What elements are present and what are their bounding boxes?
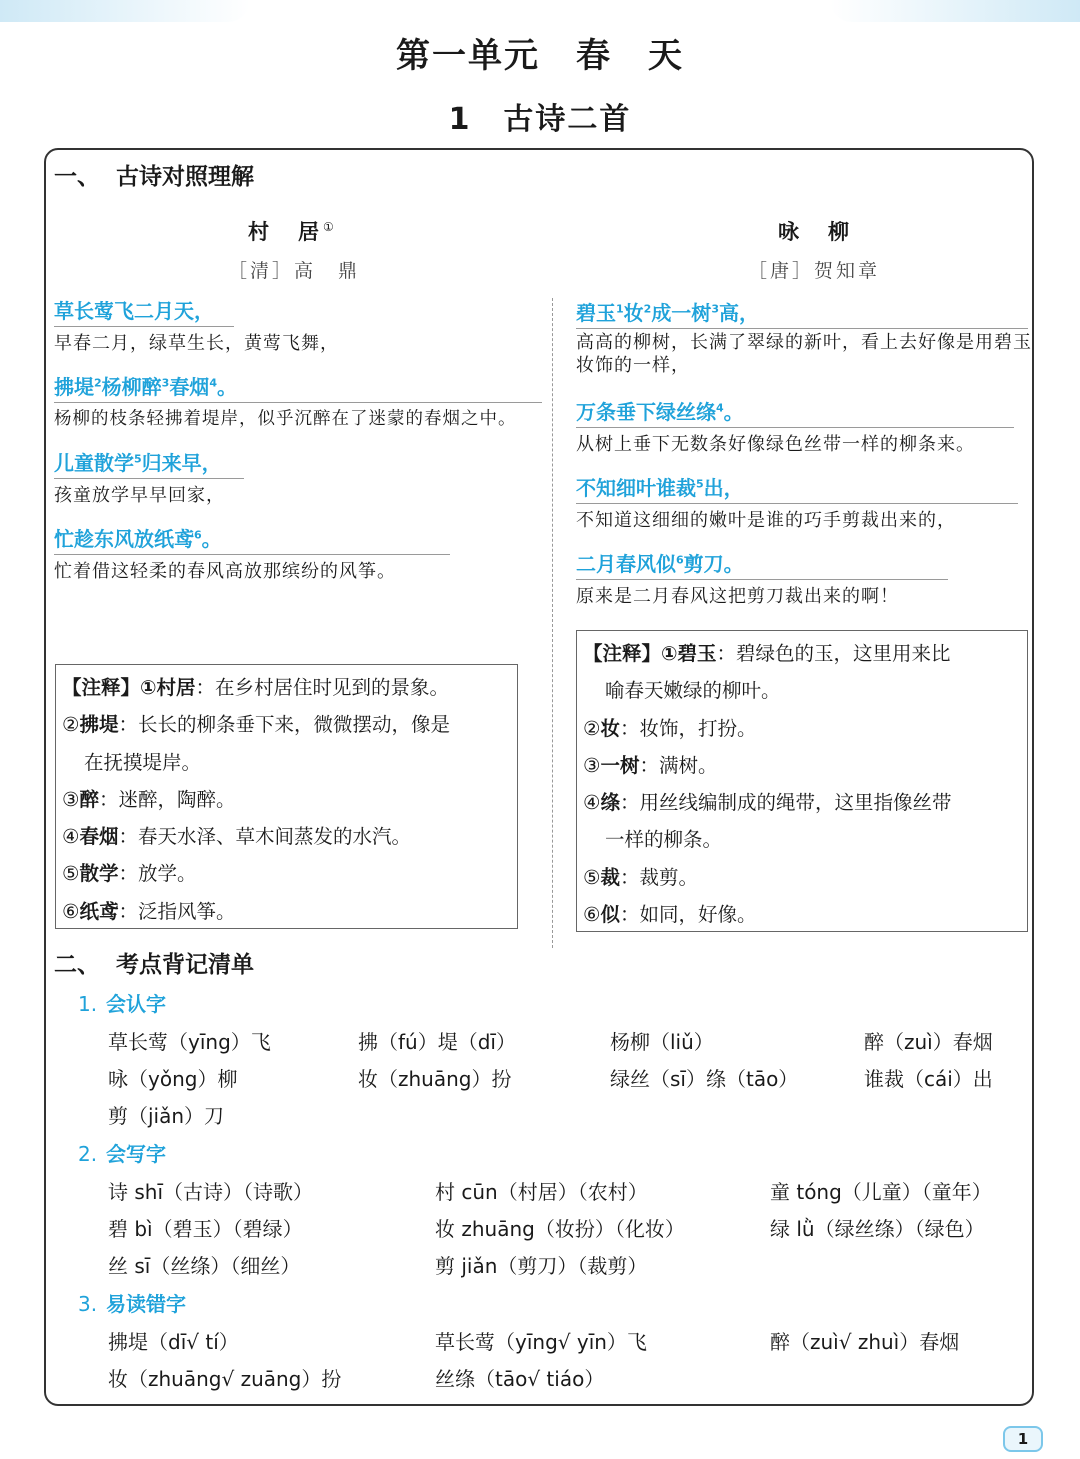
misread-item: 妆（zhuāng√ zuāng）扮 [108,1367,342,1391]
recognize-item: 谁裁（cái）出 [864,1067,993,1091]
misread-item: 丝绦（tāo√ tiáo） [435,1367,605,1391]
note-line: ⑤裁：裁剪。 [583,865,699,889]
poem1-trans-4: 忙着借这轻柔的春风高放那缤纷的风筝。 [54,561,396,582]
note-line: ③一树：满树。 [583,753,718,777]
poem1-line-4: 忙趁东风放纸鸢$^6$。 [54,523,450,555]
recognize-item: 草长莺（yīng）飞 [108,1030,271,1054]
note-line: ②拂堤：长长的柳条垂下来，微微摆动，像是 [62,713,451,737]
sub2-heading: 2. 会写字 [78,1142,166,1166]
note-line: ⑥似：如同，好像。 [583,903,757,927]
write-item: 绿 lǜ（绿丝绦）（绿色） [770,1217,985,1241]
lesson-title: 1 古诗二首 [448,102,632,137]
note-line: ④春烟：春天水泽、草木间蒸发的水汽。 [62,825,412,849]
column-divider [552,298,553,948]
poem2-line-1: 碧玉$^1$妆$^2$成一树$^3$高， [576,297,1028,329]
section2-heading [54,946,254,979]
note-line: ⑤散学：放学。 [62,862,197,886]
poem2-notes [576,630,1028,932]
section2-number: 二、 [54,952,100,978]
poem1-trans-3: 孩童放学早早回家， [54,485,225,506]
poem2-trans-2: 从树上垂下无数条好像绿色丝带一样的柳条来。 [576,434,975,455]
note-line: 【注释】①碧玉：碧绿色的玉，这里用来比 [583,642,951,665]
unit-title: 第一单元 春 天 [396,36,684,76]
page-number: 1 [1003,1426,1043,1452]
misread-item: 醉（zuì√ zhuì）春烟 [770,1330,960,1354]
poem2-trans-1: 高高的柳树，长满了翠绿的新叶，看上去好像是用碧玉妆饰的一样， [576,332,1032,376]
corner-decoration-left [0,0,250,22]
poem2-title: 咏 柳 [778,220,853,244]
poem1-line-1: 草长莺飞二月天， [54,295,234,327]
poem1-title-text: 村 居 [248,220,323,244]
write-item: 妆 zhuāng（妆扮）（化妆） [435,1217,685,1241]
note-line: ④绦：用丝线编制成的绳带，这里指像丝带 [583,791,952,815]
write-item: 诗 shī（古诗）（诗歌） [108,1180,314,1204]
note-line: 喻春天嫩绿的柳叶。 [605,679,781,703]
poem1-trans-1: 早春二月，绿草生长，黄莺飞舞， [54,333,339,354]
poem2-trans-4: 原来是二月春风这把剪刀裁出来的啊！ [576,586,899,607]
write-item: 童 tóng（儿童）（童年） [770,1180,992,1204]
corner-decoration-right [830,0,1080,22]
misread-item: 草长莺（yīng√ yīn）飞 [435,1330,647,1354]
recognize-item: 醉（zuì）春烟 [864,1030,993,1054]
write-item: 村 cūn（村居）（农村） [435,1180,648,1204]
poem1-title-note: ① [323,220,338,234]
write-item: 丝 sī（丝绦）（细丝） [108,1254,301,1278]
write-item: 碧 bì（碧玉）（碧绿） [108,1217,303,1241]
recognize-item: 剪（jiǎn）刀 [108,1104,225,1128]
section2-title: 考点背记清单 [116,952,254,978]
poem2-author: ［唐］贺知章 [748,260,881,282]
poem1-notes [55,664,518,929]
poem2-line-4: 二月春风似$^6$剪刀。 [576,548,948,580]
recognize-item: 绿丝（sī）绦（tāo） [610,1067,799,1091]
recognize-item: 咏（yǒng）柳 [108,1067,238,1091]
misread-item: 拂堤（dī√ tí） [108,1330,239,1354]
note-line: 在抚摸堤岸。 [84,750,202,774]
note-line: ③醉：迷醉，陶醉。 [62,787,236,811]
note-line: ⑥纸鸢：泛指风筝。 [62,899,236,923]
poem1-title [248,216,338,246]
poem1-line-3: 儿童散学$^5$归来早， [54,447,244,479]
note-line: 【注释】①村居：在乡村居住时见到的景象。 [62,676,450,699]
poem2-trans-3: 不知道这细细的嫩叶是谁的巧手剪裁出来的， [576,510,956,531]
note-line: 一样的柳条。 [605,828,723,852]
recognize-item: 杨柳（liǔ） [610,1030,714,1054]
section1-number: 一、 [54,164,100,190]
poem2-line-2: 万条垂下绿丝绦$^4$。 [576,396,1014,428]
poem1-author: ［清］高 鼎 [228,260,361,282]
write-item: 剪 jiǎn（剪刀）（裁剪） [435,1254,648,1278]
section1-title: 古诗对照理解 [116,164,254,190]
sub3-heading: 3. 易读错字 [78,1292,186,1316]
section1-heading [54,158,254,191]
poem2-line-3: 不知细叶谁裁$^5$出， [576,472,1018,504]
poem1-line-2: 拂堤$^2$杨柳醉$^3$春烟$^4$。 [54,371,542,403]
sub1-heading: 1. 会认字 [78,992,166,1016]
recognize-item: 拂（fú）堤（dī） [358,1030,516,1054]
poem1-trans-2: 杨柳的枝条轻拂着堤岸，似乎沉醉在了迷蒙的春烟之中。 [54,409,517,429]
note-line: ②妆：妆饰，打扮。 [583,716,757,740]
recognize-item: 妆（zhuāng）扮 [358,1067,512,1091]
